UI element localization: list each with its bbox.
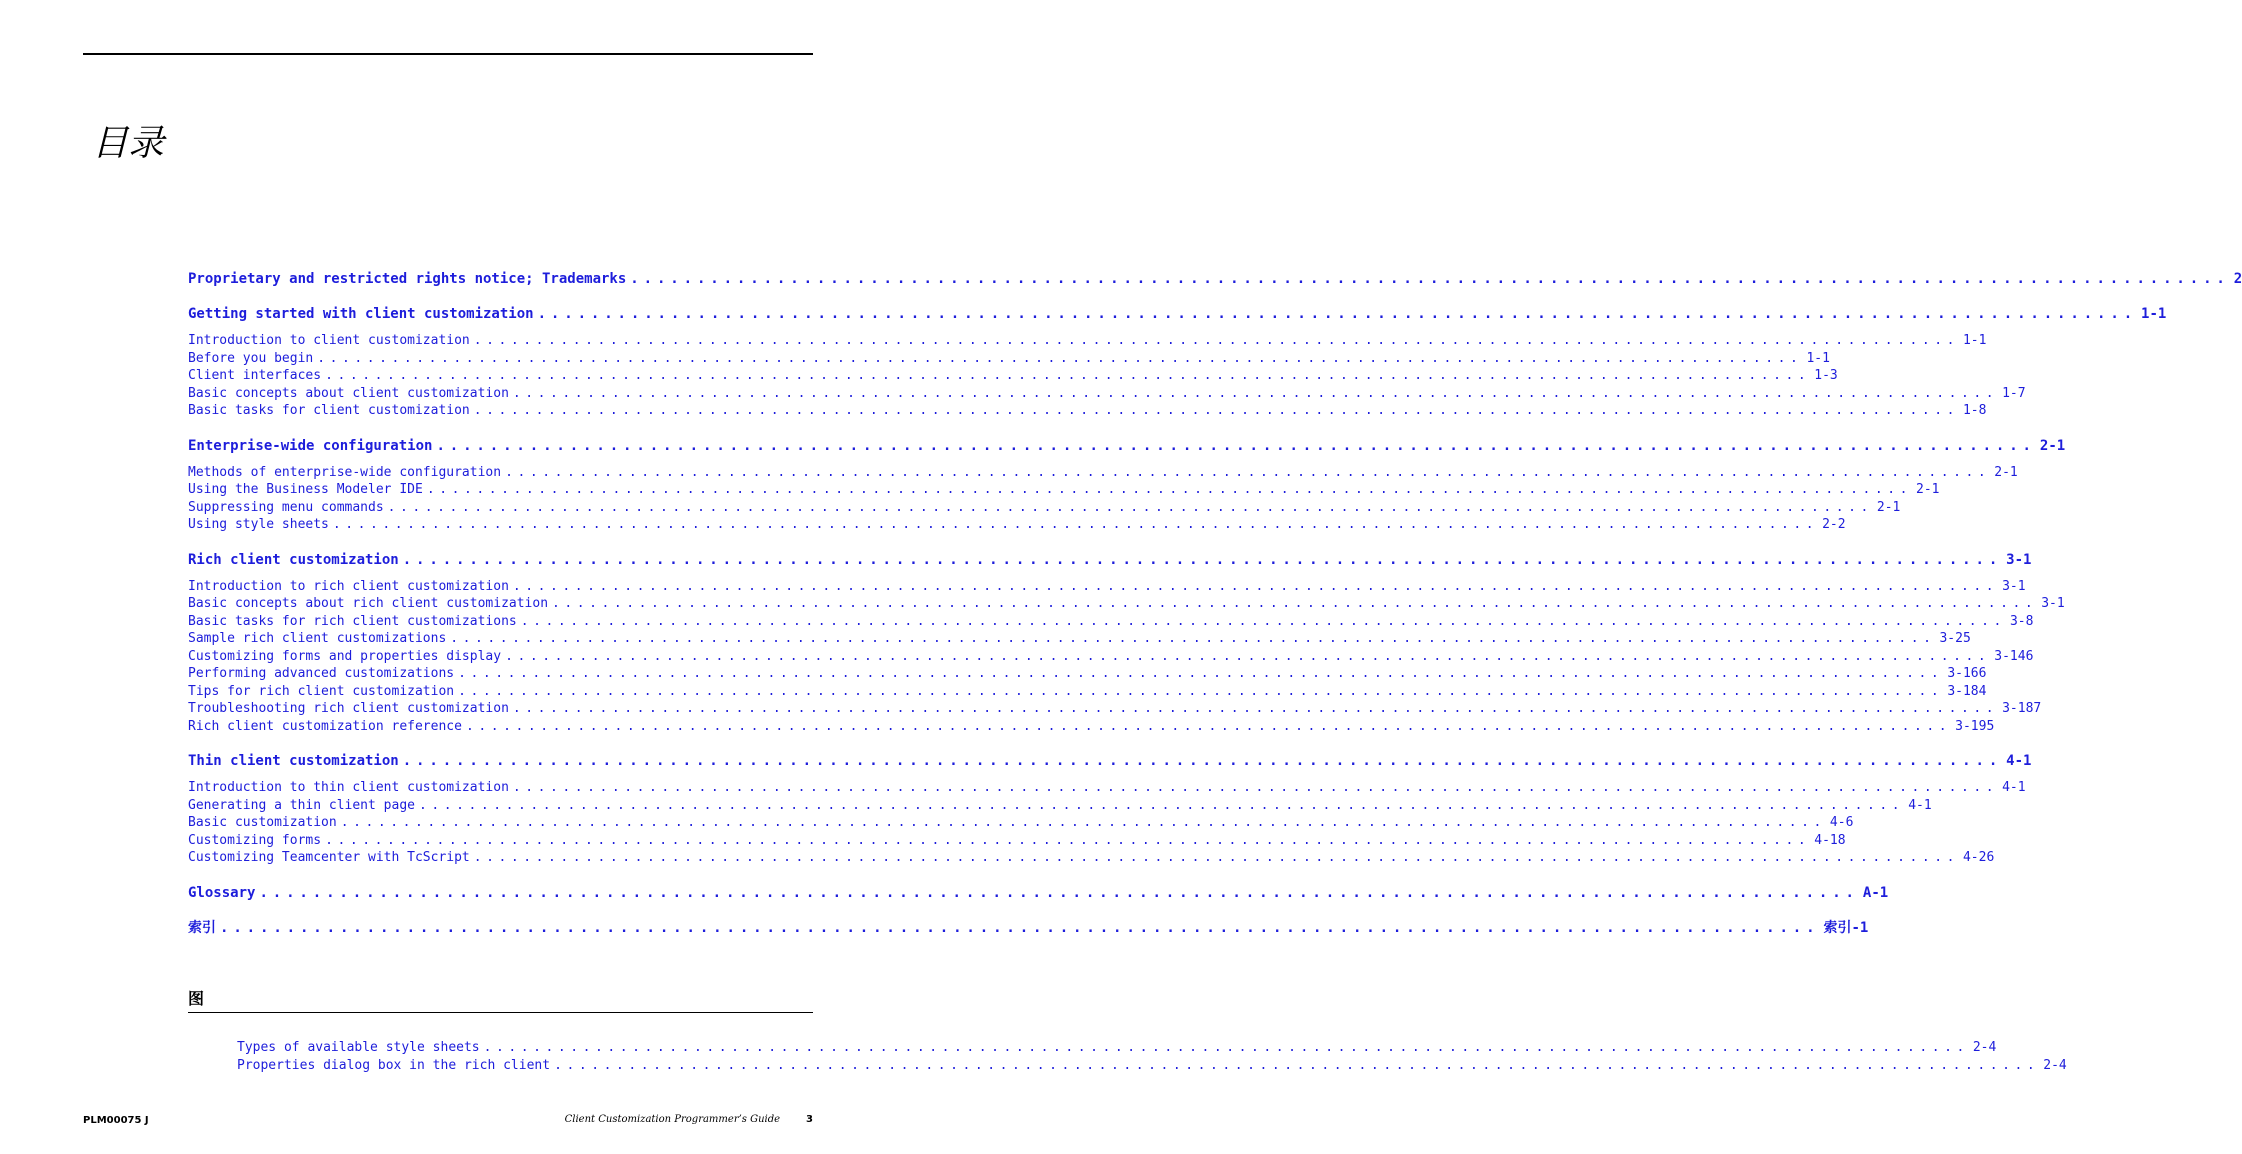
toc-chapter-entry[interactable] xyxy=(188,752,2032,770)
toc-section-entry[interactable] xyxy=(188,367,1838,385)
toc-section-entry-page: 1-8 xyxy=(1962,403,1987,418)
toc-section-entry[interactable] xyxy=(188,832,1846,850)
toc-chapter-entry[interactable] xyxy=(188,270,2242,288)
dot-leader: ........................................................................................................................ xyxy=(465,718,1952,734)
toc-section-entry-page: 1-1 xyxy=(1962,333,1987,348)
toc-section-entry-title: Using style sheets xyxy=(188,517,329,532)
toc-chapter-entry[interactable] xyxy=(188,437,2066,455)
toc-section-entry-title: Before you begin xyxy=(188,350,314,366)
toc-section-entry-title: Suppressing menu commands xyxy=(188,499,384,515)
toc-section-entry[interactable] xyxy=(188,630,1971,648)
dot-leader: ........................................................................................................................ xyxy=(418,797,1905,813)
figures-heading: 图 xyxy=(188,986,813,1013)
figure-entry-page: 2-4 xyxy=(1972,1040,1997,1055)
dot-leader: ........................................................................................................................ xyxy=(520,613,2006,629)
toc-chapter-entry-page: 索引-1 xyxy=(1823,919,1869,936)
toc-section-entry-page: 2-1 xyxy=(1916,482,1940,497)
toc-section-entry[interactable] xyxy=(188,700,2042,718)
dot-leader: ........................................................................................................................ xyxy=(473,850,1959,865)
table-of-contents xyxy=(188,270,2242,937)
dot-leader: ........................................................................................................................ xyxy=(458,683,1944,699)
toc-chapter-entry-title: 索引 xyxy=(188,919,216,936)
dot-leader: ........................................................................................................................ xyxy=(483,1040,1969,1055)
dot-leader: ........................................................................................................................ xyxy=(512,701,1999,716)
toc-chapter-entry[interactable] xyxy=(188,551,2032,569)
toc-chapter-entry-title: Enterprise-wide configuration xyxy=(188,437,433,454)
toc-section-entry-page: 3-1 xyxy=(2002,578,2026,594)
figure-entry[interactable] xyxy=(237,1039,1997,1057)
toc-section-entry-page: 3-166 xyxy=(1947,666,1987,681)
dot-leader: ........................................................................................................................ xyxy=(473,333,1959,348)
toc-section-entry[interactable] xyxy=(188,648,2034,666)
dot-leader: ........................................................................................................................ xyxy=(458,666,1944,681)
toc-section-entry[interactable] xyxy=(188,613,2034,631)
toc-chapter-entry-page: 2 xyxy=(2233,271,2242,287)
toc-chapter-entry-title: Thin client customization xyxy=(188,753,399,769)
toc-section-entry-title: Customizing forms xyxy=(188,832,322,848)
figure-entry-title: Types of available style sheets xyxy=(237,1040,480,1055)
dot-leader: ........................................................................................................................ xyxy=(505,648,1991,664)
top-rule xyxy=(83,53,813,55)
toc-section-entry[interactable] xyxy=(188,499,1901,517)
toc-chapter-entry-title: Rich client customization xyxy=(188,551,399,568)
toc-section-entry-title: Basic concepts about rich client customization xyxy=(188,596,549,611)
toc-section-entry-title: Performing advanced customizations xyxy=(188,666,455,681)
toc-chapter-entry-page: 2-1 xyxy=(2039,437,2066,454)
dot-leader: ........................................................................................................................ xyxy=(325,368,1811,383)
toc-section-entry-page: 3-146 xyxy=(1994,648,2034,664)
toc-section-entry-title: Basic customization xyxy=(188,815,337,830)
toc-section-entry[interactable] xyxy=(188,516,1846,534)
figure-entry-page: 2-4 xyxy=(2043,1057,2067,1073)
dot-leader: ........................................................................................................................ xyxy=(512,578,1999,594)
toc-section-entry-title: Rich client customization reference xyxy=(188,718,462,734)
toc-section-entry-title: Generating a thin client page xyxy=(188,797,415,813)
toc-section-entry[interactable] xyxy=(188,814,1854,832)
toc-section-entry-page: 3-187 xyxy=(2002,701,2042,716)
toc-section-entry[interactable] xyxy=(188,402,1987,420)
dot-leader: ........................................................................................................................ xyxy=(505,464,1991,480)
dot-leader: ........................................................................................................................ xyxy=(426,482,1913,497)
toc-section-entry-page: 2-1 xyxy=(1876,499,1901,515)
toc-section-entry-page: 4-1 xyxy=(1908,797,1932,813)
toc-chapter-entry-title: Proprietary and restricted rights notice; Trademarks xyxy=(188,271,627,287)
figures-list xyxy=(237,1039,2067,1074)
toc-section-entry-page: 3-8 xyxy=(2009,613,2034,629)
toc-section-entry[interactable] xyxy=(188,683,1987,701)
toc-section-entry[interactable] xyxy=(188,849,1995,867)
toc-chapter-entry[interactable] xyxy=(188,305,2167,323)
page-title: 目录 xyxy=(92,123,165,164)
toc-section-entry[interactable] xyxy=(188,797,1932,815)
dot-leader: ........................................................................................................................ xyxy=(552,596,2038,611)
toc-section-entry-page: 3-184 xyxy=(1947,683,1987,699)
toc-section-entry-page: 2-1 xyxy=(1994,464,2018,480)
toc-section-entry[interactable] xyxy=(188,578,2026,596)
dot-leader: ........................................................................................................................ xyxy=(402,753,2003,769)
toc-section-entry-page: 3-1 xyxy=(2041,596,2065,611)
dot-leader: ........................................................................................................................ xyxy=(220,919,1820,936)
footer-page-number: 3 xyxy=(806,1114,813,1125)
toc-section-entry-page: 1-1 xyxy=(1806,350,1830,366)
toc-section-entry-title: Basic concepts about client customization xyxy=(188,385,509,401)
toc-section-entry-title: Methods of enterprise-wide configuration xyxy=(188,464,502,480)
dot-leader: ........................................................................................................................ xyxy=(512,780,1999,795)
toc-section-entry-title: Basic tasks for rich client customizations xyxy=(188,613,517,629)
toc-section-entry-page: 1-3 xyxy=(1814,368,1838,383)
dot-leader: ........................................................................................................................ xyxy=(340,815,1826,830)
toc-section-entry-title: Using the Business Modeler IDE xyxy=(188,482,423,497)
figure-entry-title: Properties dialog box in the rich client xyxy=(237,1057,551,1073)
toc-section-entry-page: 4-18 xyxy=(1814,832,1846,848)
toc-section-entry-page: 3-25 xyxy=(1939,631,1971,646)
toc-section-entry[interactable] xyxy=(188,332,1987,350)
dot-leader: ........................................................................................................................ xyxy=(317,350,1803,366)
toc-section-entry[interactable] xyxy=(188,779,2026,797)
dot-leader: ........................................................................................................................ xyxy=(473,403,1959,418)
toc-chapter-entry[interactable] xyxy=(188,919,1869,937)
toc-section-entry-page: 4-26 xyxy=(1962,850,1995,865)
toc-section-entry-title: Tips for rich client customization xyxy=(188,683,455,699)
toc-section-entry[interactable] xyxy=(188,350,1830,368)
dot-leader: ........................................................................................................................ xyxy=(436,437,2036,454)
toc-chapter-entry-page: 1-1 xyxy=(2141,306,2167,322)
dot-leader: ........................................................................................................................ xyxy=(512,385,1999,401)
toc-section-entry-title: Client interfaces xyxy=(188,368,322,383)
toc-section-entry-title: Troubleshooting rich client customization xyxy=(188,701,509,716)
dot-leader: ........................................................................................................................ xyxy=(332,517,1819,532)
toc-section-entry-page: 4-6 xyxy=(1829,815,1854,830)
dot-leader: ........................................................................................................................ xyxy=(402,551,2003,568)
toc-section-entry[interactable] xyxy=(188,464,2018,482)
toc-section-entry-page: 4-1 xyxy=(2002,780,2026,795)
toc-section-entry-title: Basic tasks for client customization xyxy=(188,403,470,418)
toc-section-entry[interactable] xyxy=(188,595,2065,613)
toc-section-entry-title: Customizing forms and properties display xyxy=(188,648,502,664)
toc-section-entry-title: Customizing Teamcenter with TcScript xyxy=(188,850,470,865)
dot-leader: ........................................................................................................................ xyxy=(554,1057,2040,1073)
toc-section-entry-title: Introduction to thin client customization xyxy=(188,780,509,795)
dot-leader: ........................................................................................................................ xyxy=(325,832,1811,848)
dot-leader: ........................................................................................................................ xyxy=(259,884,1859,901)
toc-section-entry-page: 1-7 xyxy=(2002,385,2026,401)
toc-chapter-entry[interactable] xyxy=(188,884,1889,902)
footer-doc-id: PLM00075 J xyxy=(83,1115,149,1126)
footer-right xyxy=(565,1114,813,1125)
figure-entry[interactable] xyxy=(237,1057,2067,1075)
toc-section-entry-page: 3-195 xyxy=(1955,718,1995,734)
toc-section-entry-page: 2-2 xyxy=(1822,517,1846,532)
dot-leader: ........................................................................................................................ xyxy=(537,306,2138,322)
dot-leader: ........................................................................................................................ xyxy=(630,271,2230,287)
toc-section-entry[interactable] xyxy=(188,385,2026,403)
toc-chapter-entry-page: 4-1 xyxy=(2006,753,2032,769)
dot-leader: ........................................................................................................................ xyxy=(450,631,1936,646)
toc-section-entry[interactable] xyxy=(188,718,1995,736)
toc-section-entry-title: Sample rich client customizations xyxy=(188,631,447,646)
toc-section-entry-title: Introduction to client customization xyxy=(188,333,470,348)
dot-leader: ........................................................................................................................ xyxy=(387,499,1873,515)
footer-guide-title: Client Customization Programmer’s Guide xyxy=(564,1114,781,1125)
toc-section-entry-title: Introduction to rich client customization xyxy=(188,578,509,594)
toc-chapter-entry-title: Getting started with client customization xyxy=(188,306,534,322)
toc-chapter-entry-page: 3-1 xyxy=(2006,551,2032,568)
toc-section-entry[interactable] xyxy=(188,665,1987,683)
toc-section-entry[interactable] xyxy=(188,481,1940,499)
toc-chapter-entry-title: Glossary xyxy=(188,884,256,901)
toc-chapter-entry-page: A-1 xyxy=(1862,884,1889,901)
